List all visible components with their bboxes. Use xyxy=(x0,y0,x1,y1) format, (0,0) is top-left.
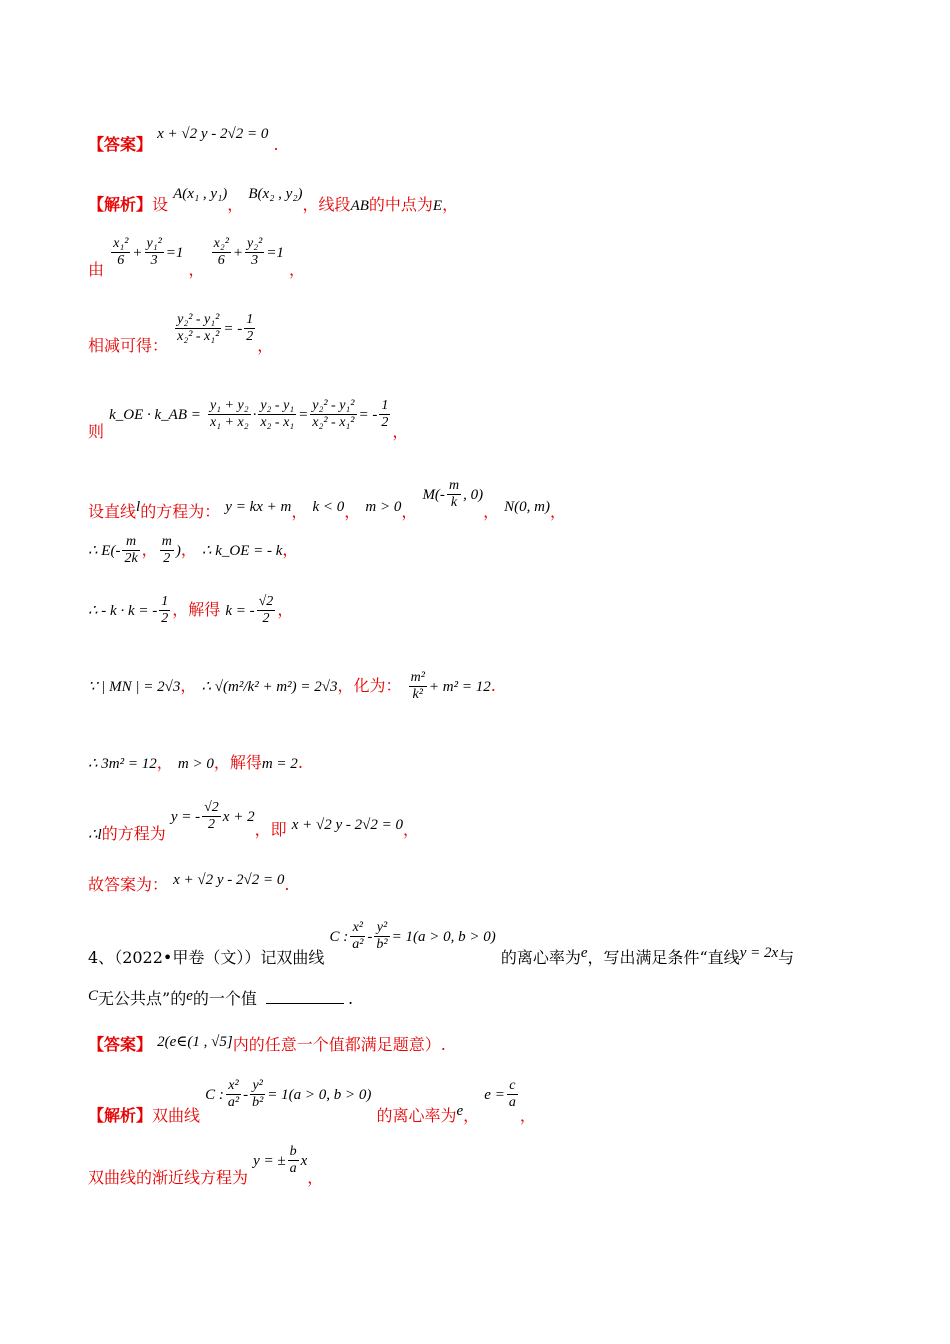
subtract-line xyxy=(88,312,274,355)
segment-ab: AB xyxy=(350,198,369,214)
hyperbola-condition: = 1(a > 0, b > 0) xyxy=(267,1087,372,1103)
op: = xyxy=(298,407,309,423)
y-expr: y = - xyxy=(170,809,201,825)
question-4-line-1 xyxy=(88,920,795,967)
fraction: $\frac{\text{x₂²}}{6}$ xyxy=(213,236,229,268)
line-expr: y = 2x xyxy=(739,945,779,961)
fraction: $\frac{\text{y₂² - y₁²}}{\text{x₂² - x₁²}}$ xyxy=(312,398,355,430)
fraction: $\frac{m}{2}$ xyxy=(161,534,172,566)
fraction: $\frac{\text{x₁²}}{6}$ xyxy=(113,236,129,268)
op: =1 xyxy=(165,245,184,261)
analysis-label: 【解析】 xyxy=(88,195,153,214)
curve-c: C : xyxy=(329,929,349,945)
fraction: $\frac{\text{y₂² - y₁²}}{\text{x₂² - x₁²}}$ xyxy=(177,312,220,344)
punct: ， xyxy=(180,540,197,559)
punct: ， xyxy=(402,820,419,839)
punct: ， xyxy=(463,1106,480,1125)
punct: ， xyxy=(519,1106,536,1125)
op: - xyxy=(243,1087,249,1103)
punct: . xyxy=(297,753,303,772)
k-result: k = - xyxy=(225,603,255,619)
root-expr: ∴ √(m²/k² + m²) = 2√3 xyxy=(201,679,338,695)
op: - xyxy=(367,929,373,945)
mn-expr: ∵ | MN | = 2√3 xyxy=(88,679,181,695)
m-result: m = 2 xyxy=(261,756,298,772)
midpoint-e-line xyxy=(88,534,298,567)
punct: ， xyxy=(392,422,409,441)
line-setup xyxy=(88,478,567,521)
line-equation-result xyxy=(88,800,419,843)
text: ，线段 xyxy=(302,195,351,214)
text: 故答案为： xyxy=(88,875,169,894)
text: ，解得 xyxy=(172,600,221,619)
text: 的方程为 xyxy=(101,824,166,843)
slope-expression: k_OE · k_AB = xyxy=(109,407,201,423)
answer-label: 【答案】 xyxy=(88,1035,153,1054)
fraction: $\frac{1}{2}$ xyxy=(246,312,254,344)
text: 的离心率为 xyxy=(500,948,581,967)
text: 由 xyxy=(88,260,105,279)
punct: ， xyxy=(550,502,567,521)
answer-blank[interactable] xyxy=(266,1003,344,1004)
punct: ， xyxy=(180,676,197,695)
line-equation: y = kx + m xyxy=(225,499,292,515)
analysis-line-4 xyxy=(88,1078,536,1125)
3m2-expr: ∴ 3m² = 12 xyxy=(88,756,157,772)
punct: . xyxy=(490,676,496,695)
text: ，写出满足条件“直线 xyxy=(587,948,740,967)
point-e: E xyxy=(432,198,443,214)
text: 设直线 xyxy=(88,502,137,521)
curve-c: C : xyxy=(205,1087,224,1103)
simplified-expr: + m² = 12 xyxy=(428,679,491,695)
point-n: N(0, m) xyxy=(504,499,550,515)
op: =1 xyxy=(266,245,284,261)
ellipse-equations-line xyxy=(88,236,306,279)
hyperbola-condition: = 1(a > 0, b > 0) xyxy=(391,929,496,945)
therefore: ∴ xyxy=(88,827,98,843)
punct: ， xyxy=(156,753,173,772)
fraction: $\frac{m}{2k}$ xyxy=(124,534,138,566)
fraction: $\frac{\text{y₁ + y₂}}{\text{x₁ + x₂}}$ xyxy=(209,398,249,430)
text: 则 xyxy=(88,422,105,441)
analysis-line-1 xyxy=(88,186,459,215)
question-number: 4、 xyxy=(88,948,115,967)
punct: . xyxy=(284,875,290,894)
fraction: $\frac{\text{m²}}{\text{k²}}$ xyxy=(410,670,425,702)
slope-product-line xyxy=(88,398,409,441)
point-a: A(x₁ , y₁) xyxy=(173,186,228,202)
koe-expr: ∴ k_OE = - k xyxy=(201,543,283,559)
fraction: $\frac{\text{x²}}{\text{a²}}$ xyxy=(352,920,364,952)
punct: ， xyxy=(291,502,308,521)
text: 双曲线的渐近线方程为 xyxy=(88,1168,249,1187)
var-e: e xyxy=(186,988,193,1004)
text: 与 xyxy=(778,948,795,967)
op: = - xyxy=(223,321,243,337)
answer-line-4 xyxy=(88,1032,446,1055)
op: + xyxy=(132,245,143,261)
point-m: M(- xyxy=(422,487,445,503)
point-e-expr: ∴ E(- xyxy=(88,543,121,559)
punct: . xyxy=(347,989,354,1008)
final-answer-line xyxy=(88,872,289,895)
punct: ， xyxy=(289,260,306,279)
point-m-end: , 0) xyxy=(463,487,484,503)
mn-length-line xyxy=(88,670,496,703)
punct: ， xyxy=(442,195,459,214)
analysis-label: 【解析】 xyxy=(88,1106,153,1125)
answer-math: 2(e∈(1 , √5] xyxy=(157,1034,233,1050)
fraction: $\frac{\text{y²}}{\text{b²}}$ xyxy=(376,920,388,952)
punct: ， xyxy=(483,502,500,521)
final-equation: x + √2 y - 2√2 = 0 xyxy=(173,872,285,888)
solve-k-line xyxy=(88,594,293,627)
text: 无公共点”的 xyxy=(98,989,187,1008)
fraction: $\frac{m}{k}$ xyxy=(448,478,460,510)
kk-expr: ∴ - k · k = - xyxy=(88,603,158,619)
y-expr: y = ± xyxy=(253,1153,286,1169)
m-condition: m > 0 xyxy=(177,756,214,772)
e-expr: e = xyxy=(484,1087,505,1103)
answer-label: 【答案】 xyxy=(88,135,153,154)
fraction: $\frac{b}{a}$ xyxy=(289,1144,297,1176)
punct: ， xyxy=(401,502,418,521)
var-e: e xyxy=(580,945,588,961)
punct: ， xyxy=(227,195,244,214)
op: = - xyxy=(358,407,378,423)
question-source: （2022•甲卷（文））记双曲线 xyxy=(114,948,325,967)
text: 的离心率为 xyxy=(376,1106,457,1125)
punct: ， xyxy=(188,260,205,279)
punct: ， xyxy=(344,502,361,521)
fraction: $\frac{1}{2}$ xyxy=(381,398,389,430)
answer-equation: x + √2 y - 2√2 = 0 xyxy=(157,126,269,142)
fraction: $\frac{√2}{2}$ xyxy=(204,800,219,832)
var-l: l xyxy=(136,499,141,515)
x-var: x xyxy=(300,1153,308,1169)
text: 的一个值 xyxy=(192,989,257,1008)
solve-m-line xyxy=(88,750,303,773)
text: 双曲线 xyxy=(152,1106,201,1125)
fraction: $\frac{\text{y₂ - y₁}}{\text{x₂ - x₁}}$ xyxy=(260,398,295,430)
op: · xyxy=(252,407,257,423)
op: + xyxy=(232,245,244,261)
text: ，解得 xyxy=(213,753,262,772)
fraction: $\frac{\text{y²}}{\text{b²}}$ xyxy=(252,1078,264,1110)
text: 的中点为 xyxy=(368,195,433,214)
m-condition: m > 0 xyxy=(365,499,402,515)
question-4-line-2 xyxy=(88,986,353,1009)
fraction: $\frac{1}{2}$ xyxy=(161,594,169,626)
punct: ， xyxy=(307,1168,324,1187)
text: 设 xyxy=(152,195,169,214)
fraction: $\frac{\text{y₁²}}{3}$ xyxy=(146,236,162,268)
var-l: l xyxy=(97,827,102,843)
text: 相减可得： xyxy=(88,336,169,355)
text: ，即 xyxy=(254,820,287,839)
point-b: B(x₂ , y₂) xyxy=(248,186,303,202)
fraction: $\frac{√2}{2}$ xyxy=(258,594,274,626)
fraction: $\frac{\text{y₂²}}{3}$ xyxy=(247,236,263,268)
k-condition: k < 0 xyxy=(312,499,345,515)
punct: . xyxy=(273,135,279,154)
punct: ， xyxy=(257,336,274,355)
x-expr: x + 2 xyxy=(222,809,255,825)
op: ) xyxy=(175,543,181,559)
final-equation: x + √2 y - 2√2 = 0 xyxy=(291,817,403,833)
punct: ， xyxy=(282,540,299,559)
text: ，化为： xyxy=(337,676,402,695)
fraction: $\frac{\text{x²}}{\text{a²}}$ xyxy=(227,1078,240,1110)
asymptote-line xyxy=(88,1144,324,1187)
punct: ， xyxy=(277,600,294,619)
fraction: $\frac{c}{a}$ xyxy=(508,1078,516,1110)
text: 的方程为： xyxy=(140,502,221,521)
answer-line-1 xyxy=(88,126,279,155)
curve-c: C xyxy=(88,988,99,1004)
punct: ， xyxy=(141,540,158,559)
answer-text: 内的任意一个值都满足题意）. xyxy=(232,1035,446,1054)
var-e: e xyxy=(456,1103,464,1119)
